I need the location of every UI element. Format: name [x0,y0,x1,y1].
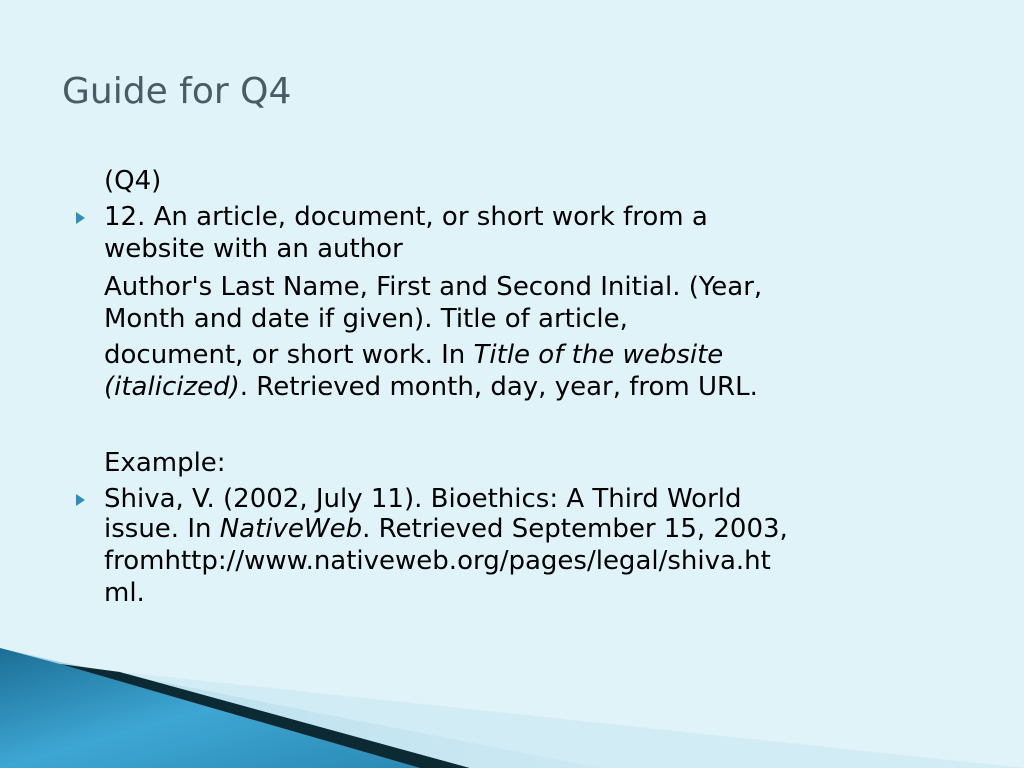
example-website-title: NativeWeb [219,514,363,544]
format-line-4-text: . Retrieved month, day, year, from URL. [239,372,758,402]
example-line-1: Shiva, V. (2002, July 11). Bioethics: A Third World [104,484,742,514]
example-line-3: fromhttp://www.nativeweb.org/pages/legal/shiva.ht [104,546,771,576]
format-line-3-text: document, or short work. In [104,340,474,370]
slide-title: Guide for Q4 [62,71,292,112]
example-line-2-rest: . Retrieved September 15, 2003, [362,514,788,544]
item-heading-line-2: website with an author [104,234,403,264]
example-label: Example: [104,448,226,478]
question-label: (Q4) [104,166,162,196]
format-italicized-note: (italicized) [104,372,240,402]
item-heading-line-1: 12. An article, document, or short work from a [104,202,708,232]
format-website-title: Title of the website [473,340,724,370]
format-line-1: Author's Last Name, First and Second Initial. (Year, [104,272,763,302]
example-line-4: ml. [104,578,145,608]
example-line-2-text: issue. In [104,514,220,544]
format-line-2: Month and date if given). Title of article, [104,304,628,334]
